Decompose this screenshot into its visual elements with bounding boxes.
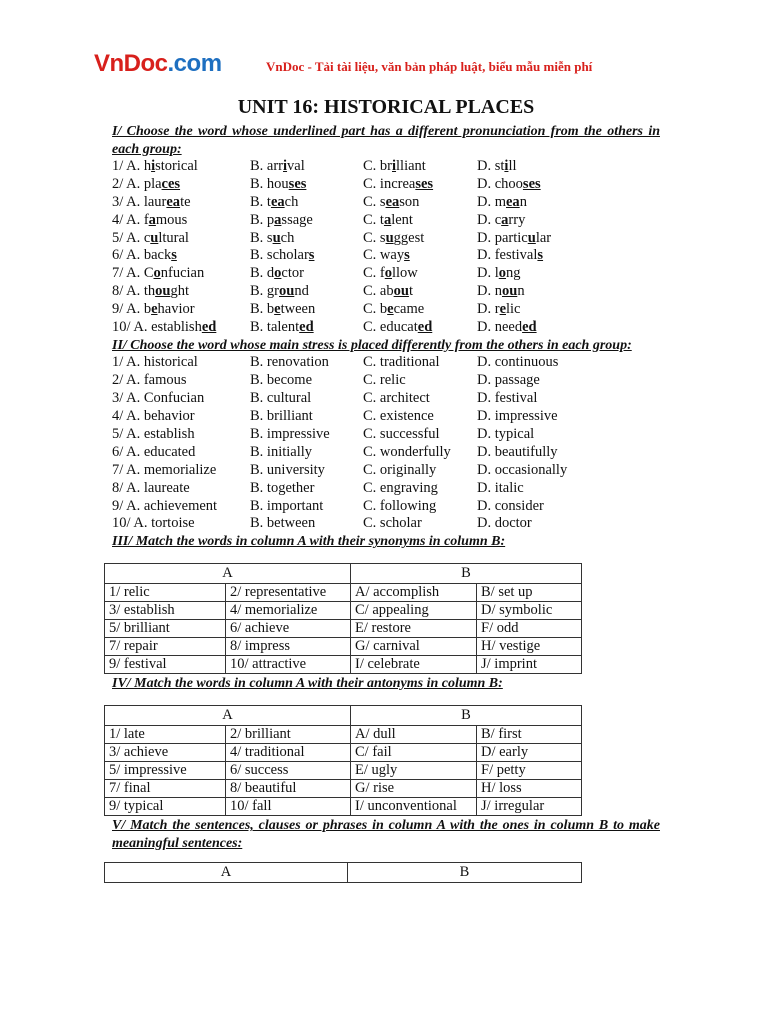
answer-option — [250, 301, 363, 319]
option-text: B. gr — [250, 283, 279, 300]
option-text: ght — [170, 283, 189, 300]
underlined-part: ou — [393, 283, 409, 300]
answer-option: C. successful — [363, 425, 440, 442]
answer-option — [363, 265, 477, 283]
underlined-part: u — [272, 229, 281, 246]
option-text: 10/ A. establish — [112, 319, 202, 336]
table-cell: H/ loss — [477, 780, 582, 798]
option-text: tween — [280, 301, 316, 318]
table-row — [105, 583, 582, 601]
table-cell: 4/ memorialize — [226, 601, 351, 619]
option-text: nd — [294, 283, 309, 300]
answer-option: D. festival — [477, 390, 538, 407]
question-row — [112, 230, 660, 248]
underlined-part: ses — [415, 175, 434, 192]
table-cell: F/ petty — [477, 762, 582, 780]
answer-option — [477, 247, 660, 265]
table-cell: 2/ representative — [226, 583, 351, 601]
answer-option — [477, 319, 660, 337]
option-text: ll — [508, 158, 517, 174]
question-row — [112, 354, 660, 372]
underlined-part: i — [283, 158, 288, 174]
answer-option: D. impressive — [477, 408, 558, 425]
section2-heading: II/ Choose the word whose main stress is placed differently from the others in each group: — [112, 337, 632, 353]
answer-option: C. traditional — [363, 354, 440, 371]
answer-option: 4/ A. behavior — [112, 408, 195, 425]
option-text: lar — [535, 229, 552, 246]
table-cell: 8/ impress — [226, 637, 351, 655]
answer-option — [112, 230, 250, 248]
option-text: rry — [508, 211, 526, 228]
answer-option: 10/ A. tortoise — [112, 515, 195, 532]
option-text: C. s — [363, 229, 386, 246]
underlined-part: s — [171, 247, 177, 264]
answer-option: D. beautifully — [477, 443, 558, 460]
answer-option: 1/ A. historical — [112, 354, 198, 371]
answer-option — [477, 265, 660, 283]
answer-option: 9/ A. achievement — [112, 497, 218, 514]
answer-option — [112, 283, 250, 301]
answer-option — [112, 265, 250, 283]
table-cell: 6/ achieve — [226, 619, 351, 637]
option-text: C. t — [363, 211, 384, 228]
table-cell: B/ set up — [477, 583, 582, 601]
answer-option: B. important — [250, 497, 324, 514]
option-text: n — [517, 283, 525, 300]
option-text: ltural — [158, 229, 189, 246]
answer-option — [477, 212, 660, 230]
option-text: C. br — [363, 158, 392, 174]
answer-option — [363, 301, 477, 319]
column-b-header: B — [351, 563, 582, 583]
answer-option: B. renovation — [250, 354, 329, 371]
underlined-part: ses — [522, 175, 541, 192]
underlined-part: u — [385, 229, 394, 246]
underlined-part: e — [387, 301, 394, 318]
underlined-part: i — [392, 158, 397, 174]
option-text: D. l — [477, 265, 499, 282]
option-text: 5/ A. c — [112, 229, 151, 246]
vndoc-logo[interactable] — [94, 50, 222, 78]
answer-option: 3/ A. Confucian — [112, 390, 205, 407]
answer-option: C. following — [363, 497, 437, 514]
worksheet — [109, 96, 660, 883]
question-row — [112, 444, 660, 462]
table-cell: 3/ achieve — [105, 744, 226, 762]
table-cell: G/ rise — [351, 780, 477, 798]
underlined-part: ces — [161, 175, 181, 192]
answer-option — [112, 247, 250, 265]
underlined-part: o — [498, 265, 506, 282]
option-text: ch — [284, 193, 299, 210]
answer-option — [112, 212, 250, 230]
underlined-part: ea — [385, 193, 400, 210]
table-cell: 7/ final — [105, 780, 226, 798]
question-row — [112, 283, 660, 301]
answer-option: C. existence — [363, 408, 434, 425]
section5-heading: V/ Match the sentences, clauses or phrases in column A with the ones in column B to make meaningful sentences: — [112, 818, 660, 851]
column-a-header: A — [105, 563, 351, 583]
answer-option — [363, 230, 477, 248]
option-text: lliant — [396, 158, 426, 174]
option-text: lent — [391, 211, 413, 228]
table-cell: I/ unconventional — [351, 798, 477, 816]
underlined-part: ed — [201, 319, 217, 336]
question-row — [112, 247, 660, 265]
question-row — [112, 480, 660, 498]
option-text: B. d — [250, 265, 275, 282]
answer-option — [363, 212, 477, 230]
answer-option — [250, 176, 363, 194]
underlined-part: e — [151, 301, 158, 318]
question-row — [112, 462, 660, 480]
option-text: llow — [392, 265, 418, 282]
answer-option — [477, 301, 660, 319]
table-cell: H/ vestige — [477, 637, 582, 655]
answer-option — [477, 194, 660, 212]
answer-option: 5/ A. establish — [112, 425, 195, 442]
page-header — [86, 50, 686, 80]
table-cell: 10/ fall — [226, 798, 351, 816]
answer-option: D. consider — [477, 497, 544, 514]
answer-option — [363, 194, 477, 212]
answer-option — [477, 176, 660, 194]
table-cell: E/ restore — [351, 619, 477, 637]
underlined-part: u — [527, 229, 536, 246]
answer-option: C. architect — [363, 390, 430, 407]
option-text: ssage — [281, 211, 313, 228]
option-text: D. choo — [477, 175, 523, 192]
answer-option: 7/ A. memorialize — [112, 461, 217, 478]
answer-option: B. brilliant — [250, 408, 313, 425]
option-text: B. b — [250, 301, 275, 318]
option-text: D. need — [477, 319, 523, 336]
table-cell: 9/ typical — [105, 798, 226, 816]
answer-option: B. impressive — [250, 425, 330, 442]
option-text: nfucian — [160, 265, 205, 282]
option-text: havior — [157, 301, 195, 318]
column-b-header: B — [348, 863, 582, 883]
option-text: ctor — [281, 265, 304, 282]
option-text: D. c — [477, 211, 502, 228]
question-row — [112, 372, 660, 390]
answer-option — [250, 265, 363, 283]
answer-option: 8/ A. laureate — [112, 479, 190, 496]
underlined-part: a — [501, 211, 509, 228]
underlined-part: u — [150, 229, 159, 246]
table-cell: 8/ beautiful — [226, 780, 351, 798]
answer-option: C. scholar — [363, 515, 422, 532]
table-cell: 4/ traditional — [226, 744, 351, 762]
table-cell: 5/ impressive — [105, 762, 226, 780]
underlined-part: ea — [270, 193, 285, 210]
answer-option: D. typical — [477, 425, 535, 442]
answer-option: B. initially — [250, 443, 313, 460]
question-row — [112, 212, 660, 230]
option-text: C. increa — [363, 175, 416, 192]
table-cell: 10/ attractive — [226, 655, 351, 673]
option-text: C. s — [363, 193, 386, 210]
table-cell: F/ odd — [477, 619, 582, 637]
section2-list — [112, 354, 660, 533]
table-cell: D/ symbolic — [477, 601, 582, 619]
answer-option — [250, 247, 363, 265]
section4-heading: IV/ Match the words in column A with their antonyms in column B: — [112, 675, 503, 691]
question-row — [112, 498, 660, 516]
answer-option — [112, 194, 250, 212]
option-text: B. p — [250, 211, 275, 228]
underlined-part: o — [274, 265, 282, 282]
underlined-part: o — [384, 265, 392, 282]
underlined-part: e — [274, 301, 281, 318]
table-cell: 1/ late — [105, 726, 226, 744]
option-text: 9/ A. b — [112, 301, 152, 318]
underlined-part: ses — [288, 175, 307, 192]
underlined-part: s — [404, 247, 410, 264]
option-text: came — [393, 301, 425, 318]
table-cell: 5/ brilliant — [105, 619, 226, 637]
table-cell: G/ carnival — [351, 637, 477, 655]
question-row — [112, 426, 660, 444]
answer-option — [477, 230, 660, 248]
option-text: te — [180, 193, 191, 210]
option-text: lic — [506, 301, 521, 318]
option-text: C. f — [363, 265, 385, 282]
option-text: n — [519, 193, 527, 210]
underlined-part: ou — [155, 283, 171, 300]
option-text: D. partic — [477, 229, 528, 246]
answer-option: 2/ A. famous — [112, 372, 187, 389]
option-text: 2/ A. pla — [112, 175, 162, 192]
underlined-part: ou — [279, 283, 295, 300]
table-cell: 9/ festival — [105, 655, 226, 673]
answer-option — [250, 319, 363, 337]
section1-list — [112, 158, 660, 337]
answer-option — [250, 158, 363, 176]
logo-text: VnDoc — [94, 50, 168, 77]
table-row — [105, 780, 582, 798]
option-text: mous — [155, 211, 188, 228]
answer-option — [250, 212, 363, 230]
table-cell: E/ ugly — [351, 762, 477, 780]
section3-heading: III/ Match the words in column A with their synonyms in column B: — [112, 534, 506, 550]
table-row — [105, 619, 582, 637]
table-row — [105, 637, 582, 655]
answer-option — [363, 319, 477, 337]
option-text: D. n — [477, 283, 502, 300]
antonyms-table — [104, 705, 582, 816]
answer-option: B. between — [250, 515, 316, 532]
answer-option — [112, 301, 250, 319]
underlined-part: i — [151, 158, 156, 174]
underlined-part: e — [499, 301, 506, 318]
answer-option: 6/ A. educated — [112, 443, 196, 460]
answer-option: B. become — [250, 372, 313, 389]
question-row — [112, 390, 660, 408]
table-cell: 3/ establish — [105, 601, 226, 619]
table-cell: A/ dull — [351, 726, 477, 744]
underlined-part: a — [383, 211, 392, 228]
question-row — [112, 515, 660, 533]
option-text: storical — [155, 158, 198, 174]
option-text: B. t — [250, 193, 271, 210]
option-text: B. hou — [250, 175, 289, 192]
section1-heading: I/ Choose the word whose underlined part has a different pronunciation from the others in each group: — [112, 124, 660, 157]
option-text: 7/ A. C — [112, 265, 154, 282]
table-cell: C/ appealing — [351, 601, 477, 619]
question-row — [112, 265, 660, 283]
table-cell: I/ celebrate — [351, 655, 477, 673]
answer-option: B. university — [250, 461, 325, 478]
answer-option — [250, 194, 363, 212]
option-text: D. r — [477, 301, 500, 318]
answer-option — [363, 158, 477, 176]
table-row — [105, 655, 582, 673]
answer-option — [112, 176, 250, 194]
option-text: D. st — [477, 158, 505, 174]
table-cell: 1/ relic — [105, 583, 226, 601]
question-row — [112, 158, 660, 176]
option-text: ng — [506, 265, 521, 282]
answer-option: D. continuous — [477, 354, 559, 371]
answer-option — [363, 176, 477, 194]
option-text: C. way — [363, 247, 405, 264]
table-cell: 7/ repair — [105, 637, 226, 655]
table-cell: D/ early — [477, 744, 582, 762]
underlined-part: ea — [506, 193, 520, 210]
underlined-part: s — [537, 247, 544, 264]
table-cell: 2/ brilliant — [226, 726, 351, 744]
underlined-part: ea — [166, 193, 181, 210]
option-text: C. educat — [363, 319, 418, 336]
table-cell: 6/ success — [226, 762, 351, 780]
answer-option — [112, 319, 250, 337]
underlined-part: ed — [417, 319, 433, 336]
underlined-part: s — [308, 247, 315, 264]
option-text: B. talent — [250, 319, 300, 336]
option-text: C. b — [363, 301, 388, 318]
answer-option — [250, 283, 363, 301]
answer-option: C. engraving — [363, 479, 438, 496]
answer-option — [477, 158, 660, 176]
option-text: 4/ A. f — [112, 211, 149, 228]
question-row — [112, 194, 660, 212]
answer-option: D. italic — [477, 479, 524, 496]
answer-option: D. occasionally — [477, 461, 568, 478]
underlined-part: ed — [299, 319, 314, 336]
answer-option — [477, 283, 660, 301]
answer-option — [250, 230, 363, 248]
table-row — [105, 798, 582, 816]
underlined-part: i — [504, 158, 509, 174]
option-text: D. festival — [477, 247, 538, 264]
option-text: ch — [280, 229, 295, 246]
table-row — [105, 744, 582, 762]
answer-option — [363, 247, 477, 265]
answer-option: D. passage — [477, 372, 540, 389]
option-text: son — [399, 193, 420, 210]
option-text: C. ab — [363, 283, 394, 300]
table-row — [105, 726, 582, 744]
underlined-part: a — [148, 211, 156, 228]
table-row — [105, 762, 582, 780]
option-text: 6/ A. back — [112, 247, 172, 264]
page-title: UNIT 16: HISTORICAL PLACES — [237, 96, 535, 118]
option-text: val — [287, 158, 305, 174]
question-row — [112, 301, 660, 319]
underlined-part: ou — [501, 283, 518, 300]
question-row — [112, 319, 660, 337]
option-text: 3/ A. laur — [112, 193, 167, 210]
table-cell: A/ accomplish — [351, 583, 477, 601]
question-row — [112, 176, 660, 194]
matching-table — [104, 862, 582, 883]
option-text: 1/ A. h — [112, 158, 152, 174]
column-a-header: A — [105, 706, 351, 726]
logo-domain: .com — [167, 50, 222, 77]
option-text: B. arr — [250, 158, 284, 174]
option-text: 8/ A. th — [112, 283, 156, 300]
answer-option: B. together — [250, 479, 315, 496]
option-text: D. m — [477, 193, 506, 210]
header-tagline: VnDoc - Tải tài liệu, văn bản pháp luật, biểu mẫu miễn phí — [266, 59, 593, 74]
table-cell: J/ irregular — [477, 798, 582, 816]
answer-option: C. relic — [363, 372, 406, 389]
option-text: B. scholar — [250, 247, 309, 264]
option-text: t — [408, 283, 413, 300]
table-row — [105, 601, 582, 619]
table-cell: C/ fail — [351, 744, 477, 762]
option-text: B. s — [250, 229, 273, 246]
column-a-header: A — [105, 863, 348, 883]
underlined-part: o — [153, 265, 161, 282]
answer-option: D. doctor — [477, 515, 532, 532]
underlined-part: a — [274, 211, 282, 228]
synonyms-table — [104, 563, 582, 674]
table-cell: J/ imprint — [477, 655, 582, 673]
answer-option: C. originally — [363, 461, 437, 478]
underlined-part: ed — [522, 319, 537, 336]
answer-option — [112, 158, 250, 176]
table-cell: B/ first — [477, 726, 582, 744]
answer-option: B. cultural — [250, 390, 312, 407]
answer-option — [363, 283, 477, 301]
question-row — [112, 408, 660, 426]
column-b-header: B — [351, 706, 582, 726]
answer-option: C. wonderfully — [363, 443, 451, 460]
option-text: ggest — [393, 229, 425, 246]
